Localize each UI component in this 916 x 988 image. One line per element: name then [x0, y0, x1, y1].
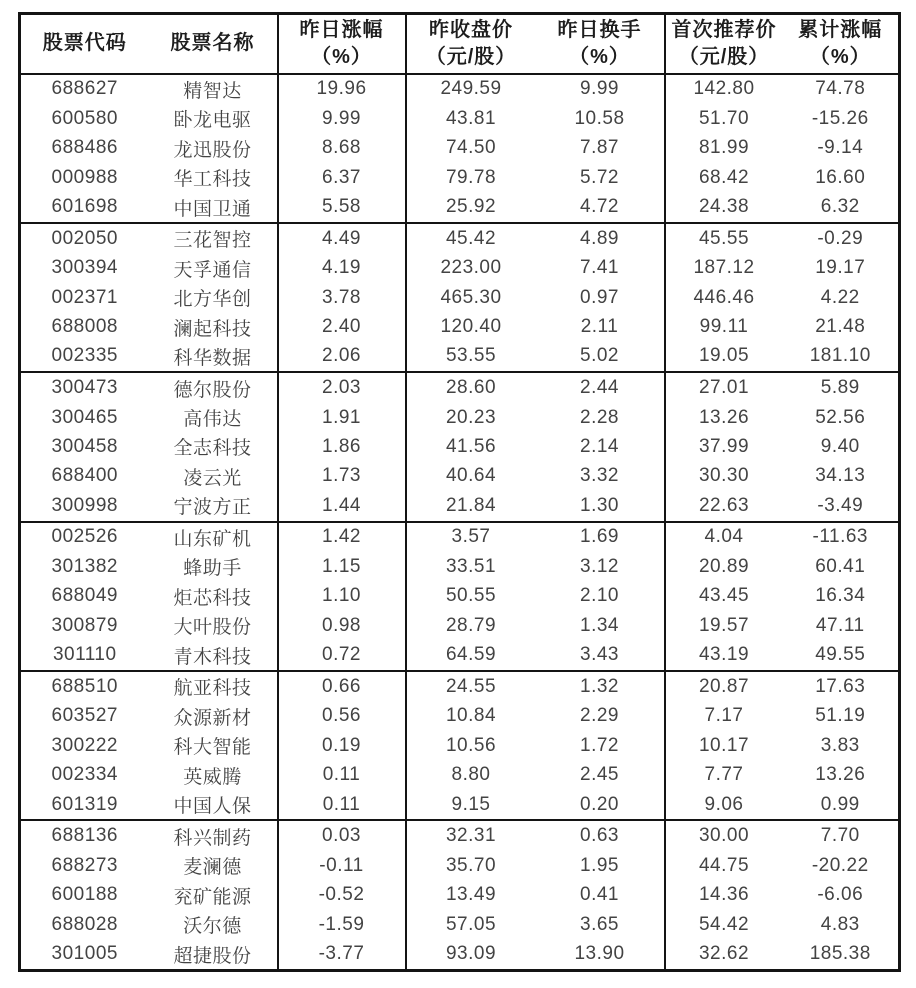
cell-prev-turnover: 0.97 [536, 283, 665, 312]
cell-prev-turnover: 0.20 [536, 790, 665, 821]
cell-prev-change: 2.06 [278, 342, 406, 373]
header-unit: （元/股） [678, 45, 770, 68]
cell-code: 000988 [51, 166, 118, 188]
table-row [20, 342, 900, 373]
cell-prev-turnover: 1.69 [536, 522, 665, 553]
cell-prev-close: 33.51 [445, 555, 497, 577]
cell-cum-change: 6.32 [783, 192, 900, 223]
cell-prev-change: 9.99 [278, 104, 406, 133]
column-header-code [20, 14, 149, 74]
cell-prev-change: 1.86 [278, 432, 406, 461]
cell-prev-turnover: 2.14 [536, 432, 665, 461]
cell-prev-change: 2.40 [278, 312, 406, 341]
cell-prev-close: 45.42 [445, 227, 497, 249]
cell-first-rec-price: 44.75 [698, 854, 750, 876]
cell-prev-turnover: 13.90 [536, 939, 665, 970]
cell-code: 002526 [51, 526, 118, 548]
cell-cum-change: 51.19 [815, 705, 866, 727]
cell-cum-change: 17.63 [815, 675, 866, 697]
cell-name: 山东矿机 [149, 522, 278, 553]
cell-name: 中国人保 [149, 790, 278, 821]
table-row [20, 253, 900, 282]
cell-cum-change: 60.41 [815, 555, 866, 577]
header-label: 昨日换手 [557, 18, 642, 41]
cell-prev-close: 57.05 [445, 913, 497, 935]
cell-prev-close: 10.84 [445, 705, 497, 727]
stock-table-header [20, 14, 900, 74]
cell-code: 688273 [51, 854, 118, 876]
table-row [20, 104, 900, 133]
cell-prev-turnover: 5.02 [536, 342, 665, 373]
cell-prev-close: 465.30 [440, 286, 502, 308]
cell-cum-change: 4.22 [820, 286, 860, 308]
table-row [20, 192, 900, 223]
cell-prev-turnover: 1.95 [536, 851, 665, 880]
cell-prev-change: 1.42 [278, 522, 406, 553]
cell-first-rec-price: 10.17 [698, 734, 750, 756]
cell-name: 宁波方正 [149, 491, 278, 522]
cell-first-rec-price: 24.38 [665, 192, 783, 223]
cell-cum-change: 5.89 [820, 377, 860, 399]
cell-prev-change: 1.10 [278, 582, 406, 611]
cell-prev-change: 0.03 [278, 820, 406, 851]
cell-code: 601319 [20, 790, 149, 821]
cell-prev-turnover: 0.41 [536, 880, 665, 909]
cell-prev-turnover: 3.12 [536, 552, 665, 581]
cell-prev-change: 5.58 [278, 192, 406, 223]
header-unit: （%） [311, 45, 372, 68]
header-unit: （元/股） [425, 45, 517, 68]
cell-prev-close: 53.55 [406, 342, 536, 373]
cell-name: 凌云光 [149, 462, 278, 491]
cell-name: 炬芯科技 [149, 582, 278, 611]
cell-prev-change: 0.11 [278, 760, 406, 789]
cell-first-rec-price: 99.11 [699, 316, 749, 337]
cell-first-rec-price: 32.62 [698, 943, 750, 965]
cell-cum-change: 16.34 [815, 585, 866, 607]
cell-first-rec-price: 30.00 [698, 825, 750, 847]
cell-prev-change: -0.52 [278, 880, 406, 909]
header-label: 昨日涨幅 [299, 18, 384, 41]
cell-cum-change: -11.63 [812, 526, 868, 548]
cell-code: 002334 [51, 764, 118, 786]
cell-first-rec-price: 9.06 [665, 790, 783, 821]
cell-code: 300394 [51, 257, 118, 279]
cell-prev-change: 0.56 [278, 702, 406, 731]
cell-name: 大叶股份 [149, 611, 278, 640]
table-row [20, 939, 900, 970]
cell-prev-change: 1.44 [278, 491, 406, 522]
cell-code: 300998 [20, 491, 149, 522]
cell-name: 科大智能 [149, 731, 278, 760]
cell-prev-change: 4.19 [278, 253, 406, 282]
cell-cum-change: 52.56 [815, 406, 866, 428]
cell-first-rec-price: 19.57 [698, 614, 750, 636]
cell-name: 北方华创 [149, 283, 278, 312]
cell-cum-change: 185.38 [809, 943, 871, 965]
table-row [20, 522, 900, 553]
cell-prev-turnover: 1.72 [536, 731, 665, 760]
cell-prev-close: 249.59 [440, 78, 502, 100]
cell-first-rec-price: 51.70 [698, 107, 750, 129]
cell-code: 688400 [51, 465, 118, 487]
table-row [20, 312, 900, 341]
cell-prev-change: 1.15 [278, 552, 406, 581]
cell-prev-change: 6.37 [278, 163, 406, 192]
cell-first-rec-price: 13.26 [698, 406, 750, 428]
cell-prev-turnover: 2.11 [536, 312, 665, 341]
cell-code: 688486 [51, 137, 118, 159]
header-row [20, 14, 900, 74]
cell-name: 蜂助手 [149, 552, 278, 581]
cell-code: 300458 [51, 435, 118, 457]
table-row [20, 163, 900, 192]
table-row [20, 372, 900, 403]
cell-code: 002050 [51, 227, 118, 249]
cell-prev-change: 2.03 [278, 372, 406, 403]
header-label: 首次推荐价 [671, 18, 777, 41]
cell-prev-close: 13.49 [445, 884, 497, 906]
cell-prev-change: 1.73 [278, 462, 406, 491]
column-header-first-rec-price [665, 14, 783, 74]
cell-cum-change: 9.40 [820, 435, 860, 457]
cell-prev-close: 25.92 [406, 192, 536, 223]
cell-prev-close: 24.55 [445, 675, 497, 697]
table-row [20, 582, 900, 611]
cell-prev-close: 64.59 [406, 640, 536, 671]
cell-first-rec-price: 22.63 [665, 491, 783, 522]
cell-prev-close: 8.80 [451, 764, 491, 786]
cell-prev-close: 43.81 [445, 107, 497, 129]
table-row [20, 851, 900, 880]
cell-prev-change: 8.68 [278, 133, 406, 162]
cell-prev-turnover: 2.45 [536, 760, 665, 789]
cell-prev-turnover: 2.10 [536, 582, 665, 611]
cell-first-rec-price: 43.45 [698, 585, 750, 607]
cell-prev-close: 93.09 [445, 943, 497, 965]
cell-name: 科兴制药 [149, 820, 278, 851]
table-row [20, 611, 900, 640]
cell-prev-change: 0.98 [278, 611, 406, 640]
cell-name: 精智达 [149, 74, 278, 105]
header-label: 累计涨幅 [798, 18, 883, 41]
cell-code: 301382 [51, 555, 118, 577]
cell-prev-turnover: 5.72 [536, 163, 665, 192]
cell-prev-close: 223.00 [440, 257, 502, 279]
cell-prev-change: 0.66 [278, 671, 406, 702]
cell-cum-change: 0.99 [783, 790, 900, 821]
cell-first-rec-price: 14.36 [698, 884, 750, 906]
cell-prev-close: 32.31 [445, 825, 497, 847]
cell-prev-change: 3.78 [278, 283, 406, 312]
table-row [20, 671, 900, 702]
table-row [20, 491, 900, 522]
cell-code: 301005 [51, 943, 118, 965]
cell-prev-turnover: 3.32 [536, 462, 665, 491]
cell-cum-change: 74.78 [815, 78, 866, 100]
cell-prev-turnover: 4.89 [536, 223, 665, 254]
column-header-prev-change [278, 14, 406, 74]
cell-prev-turnover: 2.29 [536, 702, 665, 731]
cell-name: 中国卫通 [149, 192, 278, 223]
column-header-name [149, 14, 278, 74]
cell-first-rec-price: 27.01 [698, 377, 750, 399]
cell-cum-change: -3.49 [783, 491, 900, 522]
table-row [20, 702, 900, 731]
cell-prev-turnover: 10.58 [536, 104, 665, 133]
cell-first-rec-price: 54.42 [698, 913, 750, 935]
column-header-cum-change [783, 14, 900, 74]
table-row [20, 462, 900, 491]
cell-code: 600188 [51, 884, 118, 906]
table-row [20, 432, 900, 461]
cell-name: 全志科技 [149, 432, 278, 461]
cell-prev-close: 74.50 [445, 137, 497, 159]
stock-table [18, 12, 901, 972]
cell-code: 300879 [51, 614, 118, 636]
table-row [20, 790, 900, 821]
header-unit: （%） [809, 45, 871, 68]
cell-code: 688008 [51, 316, 118, 337]
cell-name: 高伟达 [149, 403, 278, 432]
table-row [20, 640, 900, 671]
column-header-prev-turnover [536, 14, 665, 74]
cell-prev-change: 0.19 [278, 731, 406, 760]
cell-name: 华工科技 [149, 163, 278, 192]
cell-prev-turnover: 7.87 [536, 133, 665, 162]
cell-prev-turnover: 2.28 [536, 403, 665, 432]
cell-prev-close: 28.60 [445, 377, 497, 399]
cell-code: 688510 [51, 675, 118, 697]
cell-prev-turnover: 1.34 [536, 611, 665, 640]
cell-first-rec-price: 446.46 [693, 286, 755, 308]
cell-prev-turnover: 1.32 [536, 671, 665, 702]
cell-code: 603527 [51, 705, 118, 727]
cell-cum-change: 181.10 [783, 342, 900, 373]
table-row [20, 403, 900, 432]
cell-name: 超捷股份 [149, 939, 278, 970]
cell-first-rec-price: 7.77 [704, 764, 744, 786]
cell-first-rec-price: 19.05 [665, 342, 783, 373]
cell-prev-change: -3.77 [278, 939, 406, 970]
table-row [20, 910, 900, 939]
cell-prev-turnover: 0.63 [536, 820, 665, 851]
cell-cum-change: -0.29 [817, 227, 864, 249]
cell-prev-turnover: 3.65 [536, 910, 665, 939]
cell-first-rec-price: 37.99 [698, 435, 750, 457]
cell-prev-turnover: 7.41 [536, 253, 665, 282]
table-row [20, 880, 900, 909]
cell-code: 300222 [51, 734, 118, 756]
table-row [20, 552, 900, 581]
cell-prev-change: 19.96 [278, 74, 406, 105]
cell-cum-change: 4.83 [820, 913, 860, 935]
cell-prev-close: 9.15 [406, 790, 536, 821]
cell-cum-change: -20.22 [811, 854, 869, 876]
cell-first-rec-price: 7.17 [704, 705, 744, 727]
header-label: 股票名称 [170, 32, 255, 55]
table-row [20, 223, 900, 254]
cell-name: 沃尔德 [149, 910, 278, 939]
cell-name: 青木科技 [149, 640, 278, 671]
cell-first-rec-price: 20.89 [698, 555, 750, 577]
cell-first-rec-price: 4.04 [704, 526, 744, 548]
cell-first-rec-price: 45.55 [698, 227, 750, 249]
cell-prev-close: 28.79 [445, 614, 497, 636]
cell-cum-change: 3.83 [820, 734, 860, 756]
cell-prev-close: 35.70 [445, 854, 497, 876]
cell-code: 600580 [51, 107, 118, 129]
cell-code: 688627 [51, 78, 118, 100]
cell-first-rec-price: 30.30 [698, 465, 750, 487]
header-label: 股票代码 [42, 32, 127, 55]
cell-code: 601698 [20, 192, 149, 223]
cell-prev-turnover: 1.30 [536, 491, 665, 522]
table-row [20, 820, 900, 851]
cell-prev-turnover: 4.72 [536, 192, 665, 223]
cell-name: 科华数据 [149, 342, 278, 373]
cell-code: 688049 [51, 585, 118, 607]
cell-name: 澜起科技 [149, 312, 278, 341]
table-row [20, 74, 900, 105]
table-row [20, 283, 900, 312]
cell-cum-change: 13.26 [815, 764, 866, 786]
cell-code: 688136 [51, 825, 118, 847]
cell-prev-close: 40.64 [445, 465, 497, 487]
cell-cum-change: -15.26 [811, 107, 869, 129]
table-row [20, 760, 900, 789]
cell-prev-change: 4.49 [278, 223, 406, 254]
table-row [20, 133, 900, 162]
cell-prev-close: 120.40 [440, 316, 502, 337]
cell-prev-close: 21.84 [406, 491, 536, 522]
cell-cum-change: -6.06 [817, 884, 864, 906]
cell-cum-change: 47.11 [815, 614, 865, 636]
cell-prev-close: 50.55 [445, 585, 497, 607]
cell-cum-change: 19.17 [815, 257, 866, 279]
cell-prev-change: 0.72 [278, 640, 406, 671]
cell-prev-change: -1.59 [278, 910, 406, 939]
cell-name: 兖矿能源 [149, 880, 278, 909]
cell-cum-change: 21.48 [815, 316, 866, 337]
cell-first-rec-price: 20.87 [698, 675, 750, 697]
cell-cum-change: 16.60 [815, 166, 866, 188]
cell-prev-change: 0.11 [278, 790, 406, 821]
cell-code: 300465 [51, 406, 118, 428]
cell-name: 卧龙电驱 [149, 104, 278, 133]
cell-cum-change: 49.55 [783, 640, 900, 671]
cell-prev-close: 20.23 [445, 406, 497, 428]
cell-first-rec-price: 187.12 [693, 257, 755, 279]
cell-cum-change: 7.70 [820, 825, 860, 847]
cell-cum-change: -9.14 [817, 137, 864, 159]
cell-name: 德尔股份 [149, 372, 278, 403]
cell-code: 301110 [20, 640, 149, 671]
cell-name: 麦澜德 [149, 851, 278, 880]
cell-name: 众源新材 [149, 702, 278, 731]
cell-name: 天孚通信 [149, 253, 278, 282]
table-row [20, 731, 900, 760]
cell-prev-close: 3.57 [451, 526, 491, 548]
cell-name: 三花智控 [149, 223, 278, 254]
cell-name: 龙迅股份 [149, 133, 278, 162]
cell-name: 英威腾 [149, 760, 278, 789]
cell-code: 002335 [20, 342, 149, 373]
cell-cum-change: 34.13 [815, 465, 866, 487]
cell-prev-change: 1.91 [278, 403, 406, 432]
column-header-prev-close [406, 14, 536, 74]
cell-prev-change: -0.11 [278, 851, 406, 880]
header-unit: （%） [569, 45, 630, 68]
stock-table-body [20, 74, 900, 971]
header-label: 昨收盘价 [429, 18, 513, 41]
cell-code: 300473 [51, 377, 118, 399]
cell-prev-close: 79.78 [445, 166, 497, 188]
cell-prev-turnover: 9.99 [536, 74, 665, 105]
cell-prev-turnover: 3.43 [536, 640, 665, 671]
cell-first-rec-price: 81.99 [698, 137, 750, 159]
cell-prev-close: 41.56 [445, 435, 497, 457]
cell-code: 002371 [51, 286, 118, 308]
cell-first-rec-price: 68.42 [698, 166, 750, 188]
cell-name: 航亚科技 [149, 671, 278, 702]
cell-prev-turnover: 2.44 [536, 372, 665, 403]
cell-first-rec-price: 142.80 [693, 78, 755, 100]
cell-code: 688028 [51, 913, 118, 935]
cell-prev-close: 10.56 [445, 734, 497, 756]
cell-first-rec-price: 43.19 [665, 640, 783, 671]
